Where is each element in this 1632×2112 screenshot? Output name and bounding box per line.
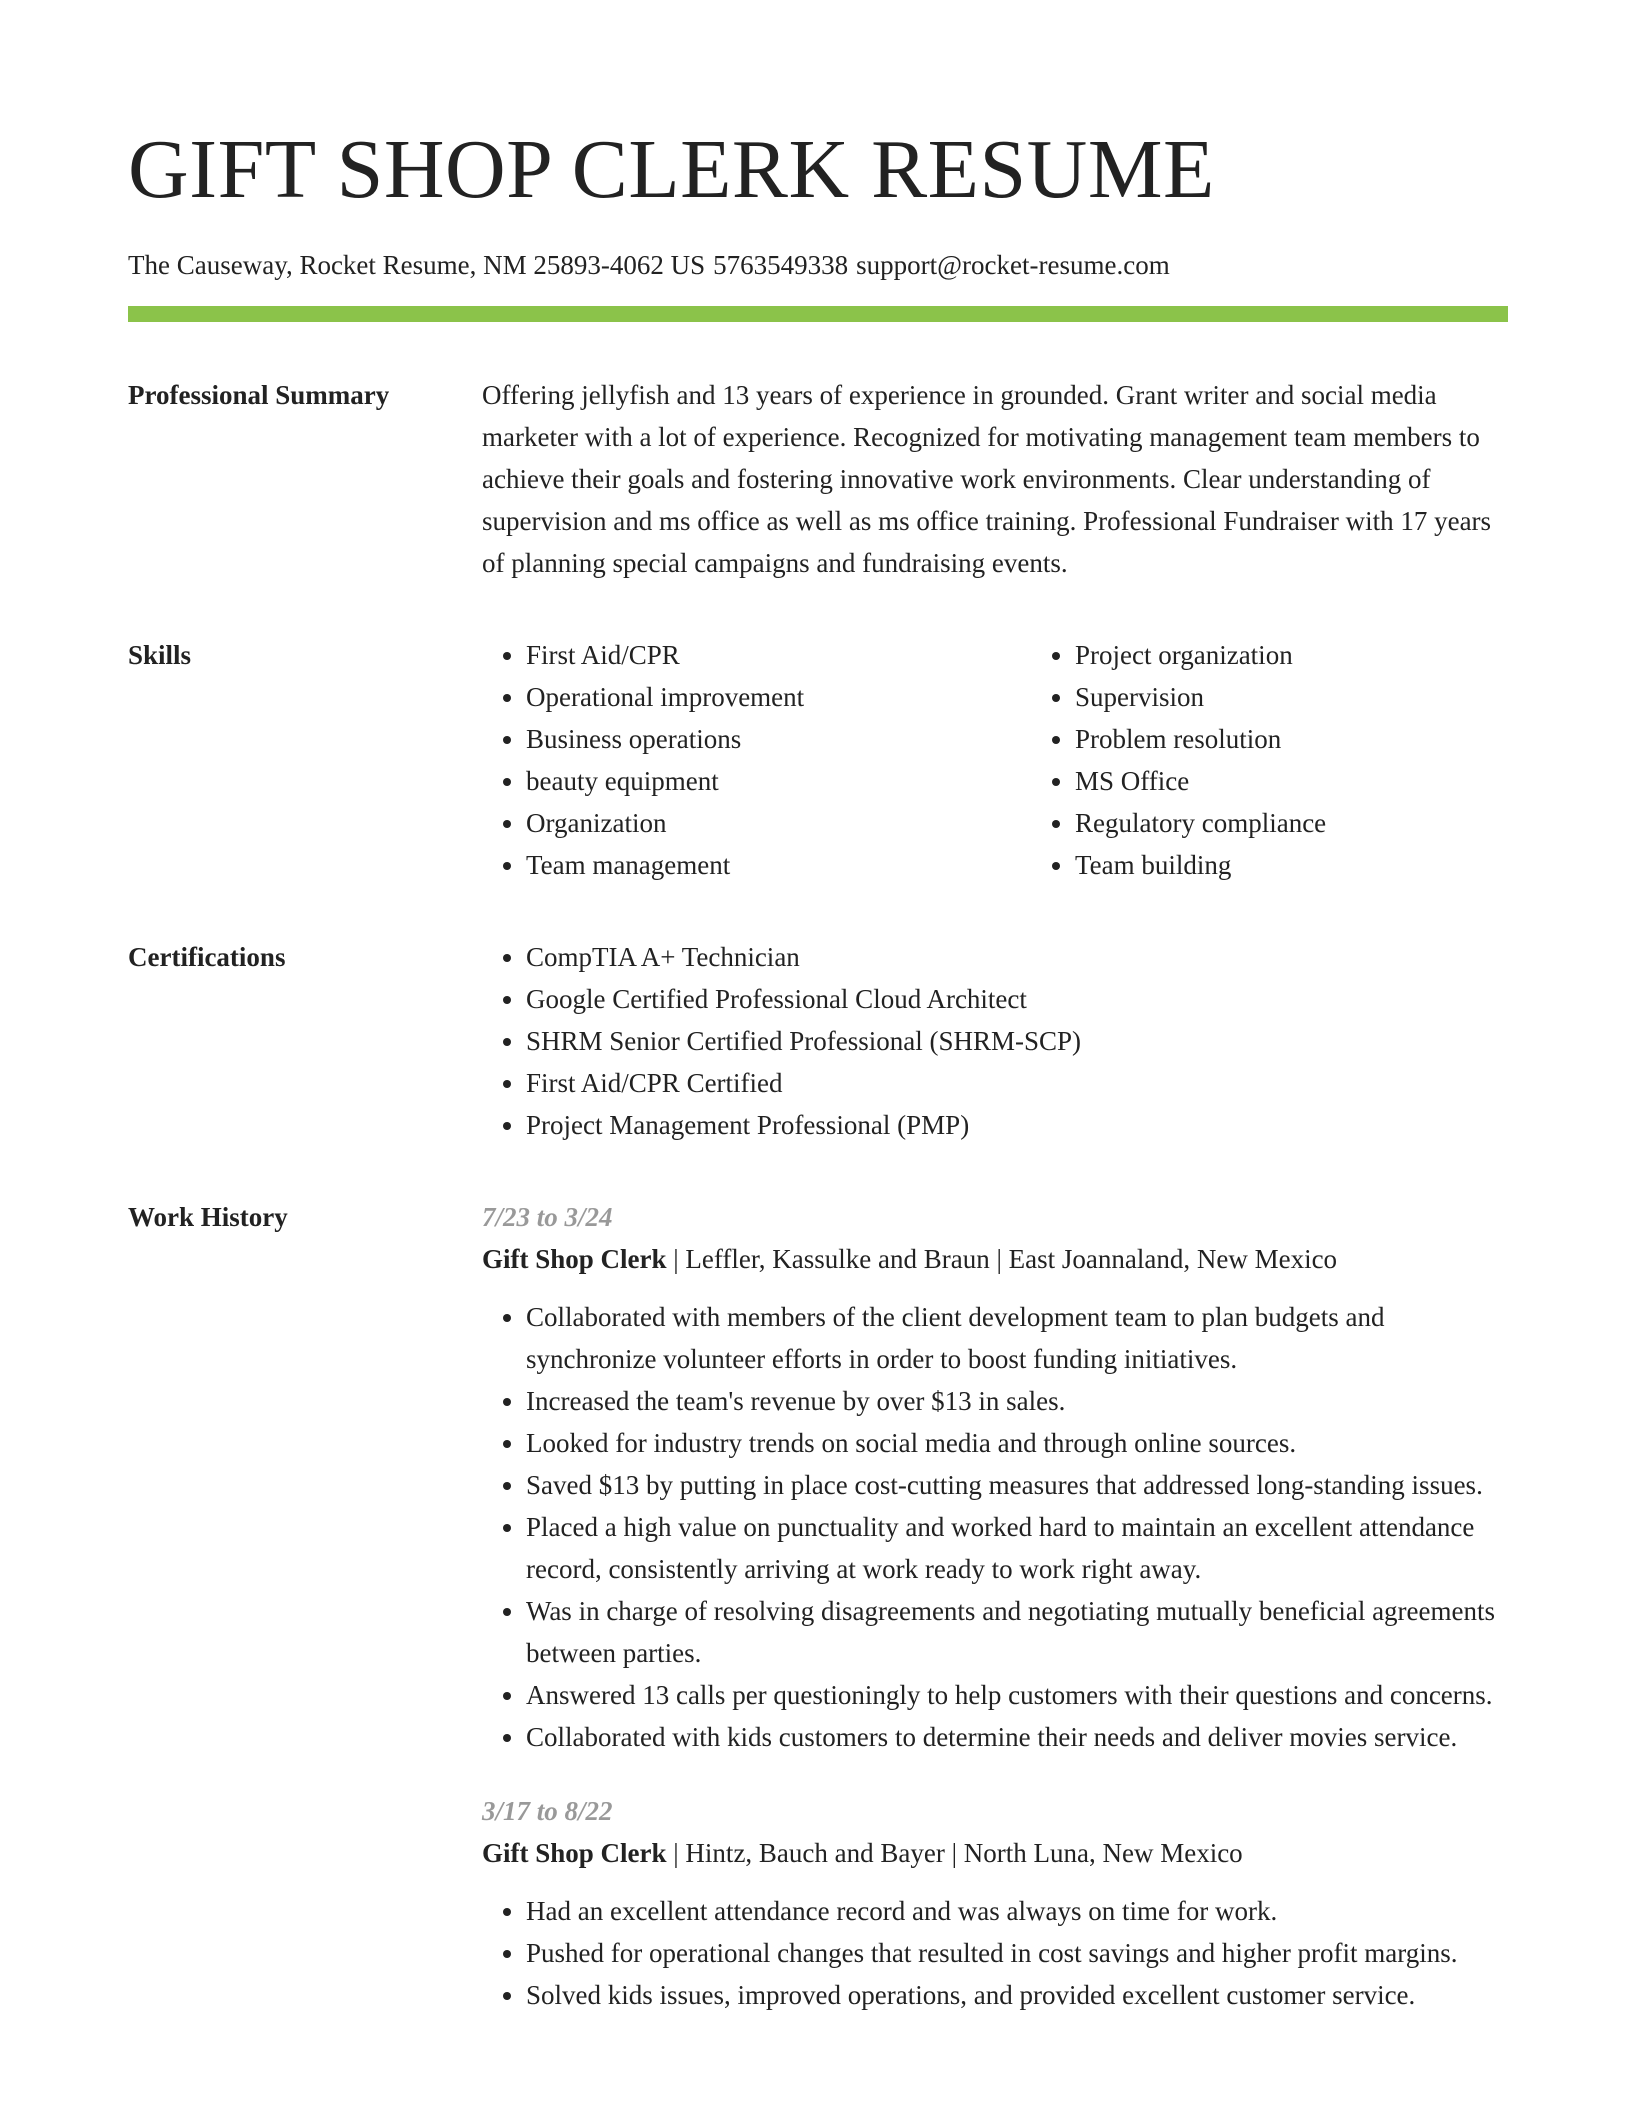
skill-item: • Regulatory compliance	[1075, 802, 1580, 844]
skills-list-left	[482, 634, 1031, 886]
job-bullet: • Saved $13 by putting in place cost-cutting measures that addressed long-standing issues.	[526, 1464, 1508, 1506]
certification-item: • SHRM Senior Certified Professional (SHRM-SCP)	[526, 1020, 1508, 1062]
job-dates: 7/23 to 3/24	[482, 1202, 613, 1232]
job-bullet: • Placed a high value on punctuality and worked hard to maintain an excellent attendance record, consistently arriving at work ready to work right away.	[526, 1506, 1508, 1590]
job-bullet: • Answered 13 calls per questioningly to help customers with their questions and concerns.	[526, 1674, 1508, 1716]
job-employer-location: | Leffler, Kassulke and Braun | East Joannaland, New Mexico	[666, 1244, 1338, 1274]
job-bullet: • Collaborated with kids customers to determine their needs and deliver movies service.	[526, 1716, 1508, 1758]
certification-item: • CompTIA A+ Technician	[526, 936, 1508, 978]
job-entry	[482, 1790, 1508, 2016]
job-role: Gift Shop Clerk	[482, 1244, 667, 1274]
skill-item: • Business operations	[526, 718, 1031, 760]
certifications-section	[128, 936, 1508, 1146]
skill-item: • Supervision	[1075, 676, 1580, 718]
skill-item: • Operational improvement	[526, 676, 1031, 718]
job-bullet: • Collaborated with members of the client development team to plan budgets and synchronize volunteer efforts in order to boost funding initiatives.	[526, 1296, 1508, 1380]
resume-title: GIFT SHOP CLERK RESUME	[128, 123, 1215, 216]
job-bullets	[482, 1296, 1508, 1758]
certifications-heading: Certifications	[128, 942, 286, 972]
job-bullet: • Looked for industry trends on social media and through online sources.	[526, 1422, 1508, 1464]
skills-section	[128, 634, 1508, 886]
summary-heading: Professional Summary	[128, 380, 390, 410]
job-title-line	[482, 1238, 1508, 1280]
job-bullet: • Increased the team's revenue by over $13 in sales.	[526, 1380, 1508, 1422]
resume-page	[128, 0, 1508, 2016]
job-bullets	[482, 1890, 1508, 2016]
job-entry	[482, 1196, 1508, 1758]
job-bullet: • Was in charge of resolving disagreements and negotiating mutually beneficial agreements between parties.	[526, 1590, 1508, 1674]
job-role: Gift Shop Clerk	[482, 1838, 667, 1868]
contact-email: support@rocket-resume.com	[856, 250, 1170, 280]
skill-item: • Problem resolution	[1075, 718, 1580, 760]
skills-heading: Skills	[128, 640, 192, 670]
work-history-heading: Work History	[128, 1202, 288, 1232]
certification-item: • First Aid/CPR Certified	[526, 1062, 1508, 1104]
job-employer-location: | Hintz, Bauch and Bayer | North Luna, New Mexico	[666, 1838, 1243, 1868]
contact-address: The Causeway, Rocket Resume, NM 25893-4062 US	[128, 250, 706, 280]
skill-item: • Team building	[1075, 844, 1580, 886]
skill-item: • First Aid/CPR	[526, 634, 1031, 676]
skill-item: • beauty equipment	[526, 760, 1031, 802]
skill-item: • Project organization	[1075, 634, 1580, 676]
job-bullet: • Solved kids issues, improved operations, and provided excellent customer service.	[526, 1974, 1508, 2016]
summary-section	[128, 374, 1508, 584]
header-divider	[128, 306, 1508, 322]
work-history-section	[128, 1196, 1508, 2016]
certification-item: • Google Certified Professional Cloud Architect	[526, 978, 1508, 1020]
contact-line	[128, 248, 1508, 282]
summary-text: Offering jellyfish and 13 years of experience in grounded. Grant writer and social media marketer with a lot of experience. Recognized for motivating management team members to achieve their goals and fostering innovative work environments. Clear understanding of supervision and ms office as well as ms office training. Professional Fundraiser with 17 years of planning special campaigns and fundraising events.	[482, 380, 1492, 578]
job-bullet: • Had an excellent attendance record and was always on time for work.	[526, 1890, 1508, 1932]
skill-item: • Organization	[526, 802, 1031, 844]
job-bullet: • Pushed for operational changes that resulted in cost savings and higher profit margins.	[526, 1932, 1508, 1974]
job-title-line	[482, 1832, 1508, 1874]
skill-item: • MS Office	[1075, 760, 1580, 802]
certification-item: • Project Management Professional (PMP)	[526, 1104, 1508, 1146]
certifications-list	[482, 936, 1508, 1146]
skills-list-right	[1031, 634, 1580, 886]
contact-phone: 5763549338	[713, 250, 849, 280]
skill-item: • Team management	[526, 844, 1031, 886]
job-dates: 3/17 to 8/22	[482, 1796, 613, 1826]
